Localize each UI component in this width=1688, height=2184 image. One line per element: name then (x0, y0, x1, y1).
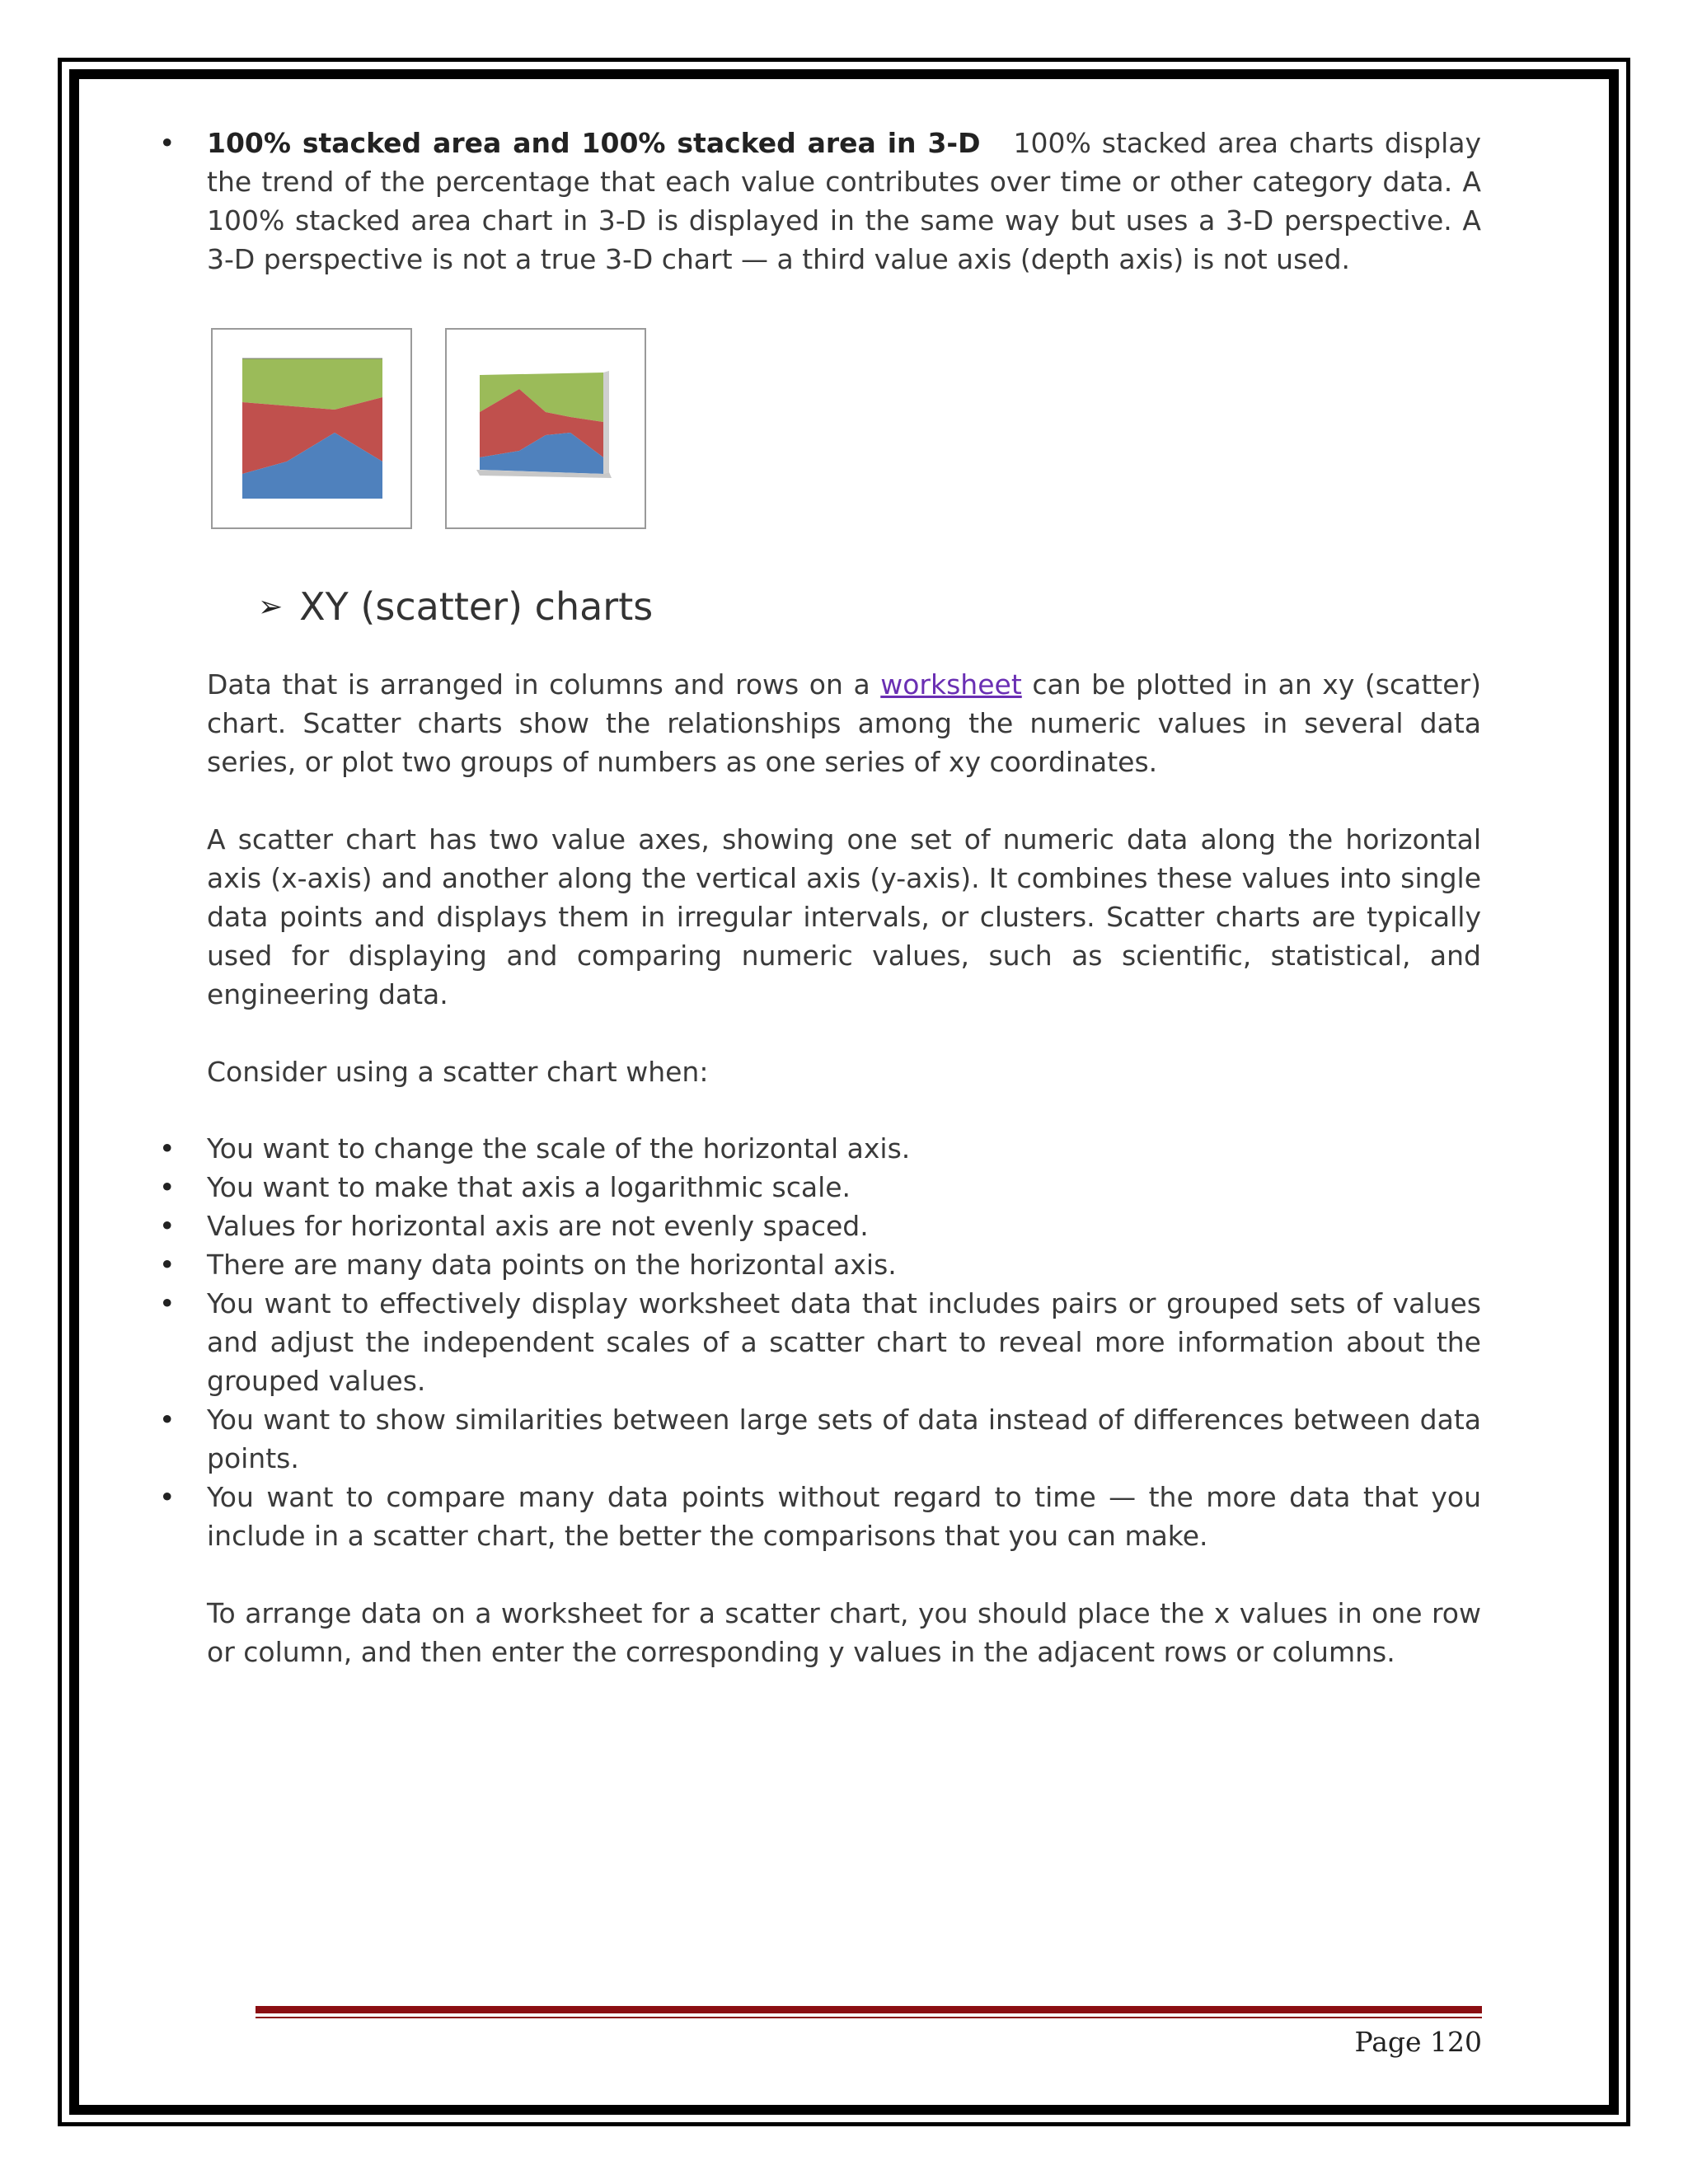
list-item: • You want to compare many data points without regard to time — the more data that you include in a scatter chart, the better the comparisons that you can make. (151, 1478, 1481, 1555)
stacked-area-100-3d-thumbnail (445, 328, 646, 529)
footer-rule-thin (256, 2017, 1482, 2018)
worksheet-link[interactable]: worksheet (880, 668, 1022, 701)
page-number: Page 120 (1354, 2026, 1482, 2058)
stacked-area-100-thumbnail (211, 328, 412, 529)
list-item: • You want to make that axis a logarithmic scale. (151, 1168, 1481, 1207)
page-content (151, 124, 1481, 1671)
bullet-lead: 100% stacked area and 100% stacked area in 3-D (207, 127, 981, 159)
list-item: • You want to change the scale of the horizontal axis. (151, 1129, 1481, 1168)
bullet-icon: • (159, 1249, 176, 1281)
list-item: • There are many data points on the horizontal axis. (151, 1245, 1481, 1284)
list-item: • Values for horizontal axis are not evenly spaced. (151, 1207, 1481, 1245)
bullet-icon: • (159, 1171, 176, 1203)
list-item: • You want to show similarities between large sets of data instead of differences between data points. (151, 1400, 1481, 1478)
list-item (151, 124, 1481, 279)
paragraph: A scatter chart has two value axes, showing one set of numeric data along the horizontal axis (x-axis) and another along the vertical axis (y-axis). It combines these values into single data points and displays them in irregular intervals, or clusters. Scatter charts are typically used for displaying and comparing numeric values, such as scientific, statistical, and engineering data. (207, 823, 1481, 1010)
footer-rule (256, 2006, 1482, 2013)
paragraph (207, 665, 1481, 781)
section-heading (258, 582, 1481, 632)
paragraph-text: Data that is arranged in columns and rows on a (207, 668, 870, 701)
bullet-icon: • (159, 127, 176, 159)
chart-thumbnails (211, 328, 1481, 534)
bullet-icon: • (159, 1481, 176, 1513)
heading-text: XY (scatter) charts (299, 584, 654, 629)
bullet-icon: • (159, 1287, 176, 1319)
bullet-list (151, 1129, 1481, 1555)
bullet-icon: • (159, 1132, 176, 1165)
paragraph-text: can be plotted in an xy (scatter) chart. Scatter charts show the relationships among the numeric values in several data series, or plot two groups of numbers as one series of xy coordinates. (207, 668, 1481, 778)
bullet-icon: • (159, 1210, 176, 1242)
paragraph: To arrange data on a worksheet for a scatter chart, you should place the x values in one row or column, and then enter the corresponding y values in the adjacent rows or columns. (207, 1597, 1481, 1668)
bullet-icon: • (159, 1404, 176, 1436)
arrow-bullet-icon: ➢ (258, 590, 284, 624)
bullet-text: 100% stacked area charts display the trend of the percentage that each value contributes over time or other category data. A 100% stacked area chart in 3-D is displayed in the same way but uses a 3-D perspective. A 3-D perspective is not a true 3-D chart — a third value axis (depth axis) is not used. (207, 127, 1481, 275)
list-item: • You want to effectively display worksheet data that includes pairs or grouped sets of values and adjust the independent scales of a scatter chart to reveal more information about the grouped values. (151, 1284, 1481, 1400)
paragraph: Consider using a scatter chart when: (207, 1056, 709, 1088)
